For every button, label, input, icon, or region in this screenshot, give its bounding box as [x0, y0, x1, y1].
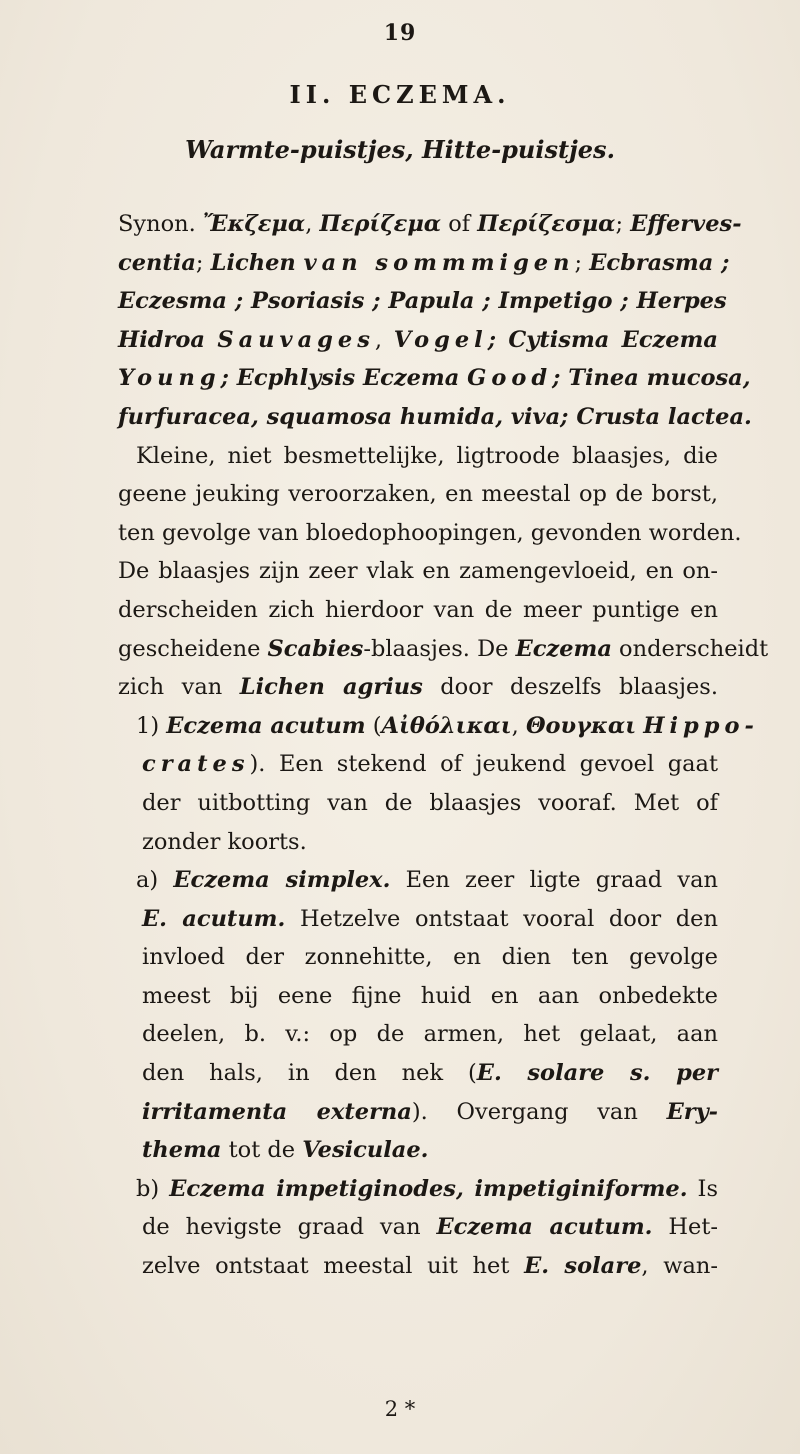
text-line: Eczesma ; Psoriasis ; Papula ; Impetigo ; Herpes [118, 288, 727, 315]
text-line: Kleine, niet besmettelijke, ligtroode blaasjes, die [136, 442, 718, 469]
text-line: Young; Ecphlysis Eczema Good; Tinea mucosa, [118, 365, 751, 392]
signature-mark: 2 * [384, 1397, 416, 1421]
text-line: den hals, in den nek (E. solare s. per [142, 1060, 718, 1087]
text-line: b) Eczema impetiginodes, impetiginiforme. Is [136, 1175, 718, 1202]
text-line: a) Eczema simplex. Een zeer ligte graad van [136, 867, 718, 894]
text-line: zich van Lichen agrius door deszelfs blaasjes. [118, 674, 718, 701]
text-line: invloed der zonnehitte, en dien ten gevolge [142, 944, 718, 971]
text-line: Synon. Ἔκζεμα, Περίζεμα of Περίζεσμα; Efferves- [118, 211, 742, 237]
section-heading: II. ECZEMA. [289, 80, 511, 109]
section-subheading: Warmte-puistjes, Hitte-puistjes. [185, 135, 615, 164]
text-line: ten gevolge van bloedophoopingen, gevonden worden. [118, 519, 742, 546]
text-line: zelve ontstaat meestal uit het E. solare, wan- [142, 1253, 719, 1280]
text-line: Hidroa Sauvages, Vogel; Cytisma Eczema [118, 326, 718, 353]
text-line: derscheiden zich hierdoor van de meer puntige en [118, 596, 718, 623]
text-line: gescheidene Scabies-blaasjes. De Eczema onderscheidt [118, 635, 769, 662]
text-line: zonder koorts. [142, 828, 307, 855]
body-text [118, 205, 769, 1286]
text-line: deelen, b. v.: op de armen, het gelaat, aan [142, 1021, 718, 1048]
text-line: De blaasjes zijn zeer vlak en zamengevloeid, en on- [118, 558, 718, 585]
text-line: meest bij eene fijne huid en aan onbedekte [142, 982, 718, 1009]
text-line: thema tot de Vesiculae. [142, 1137, 429, 1164]
text-line: crates). Een stekend of jeukend gevoel gaat [142, 751, 718, 778]
text-line: geene jeuking veroorzaken, en meestal op de borst, [118, 481, 718, 508]
text-line: irritamenta externa). Overgang van Ery- [142, 1098, 718, 1125]
text-line: centia; Lichen van sommmigen; Ecbrasma ; [118, 249, 730, 276]
text-line: der uitbotting van de blaasjes vooraf. Met of [142, 789, 718, 816]
page-number: 19 [383, 20, 417, 46]
text-line: 1) Eczema acutum (Αἰθόλικαι, Θουγκαι Hippo- [136, 712, 759, 739]
text-line: de hevigste graad van Eczema acutum. Het- [142, 1214, 719, 1241]
text-line: E. acutum. Hetzelve ontstaat vooral door den [142, 905, 718, 932]
text-line: furfuracea, squamosa humida, viva; Crusta lactea. [118, 403, 752, 430]
